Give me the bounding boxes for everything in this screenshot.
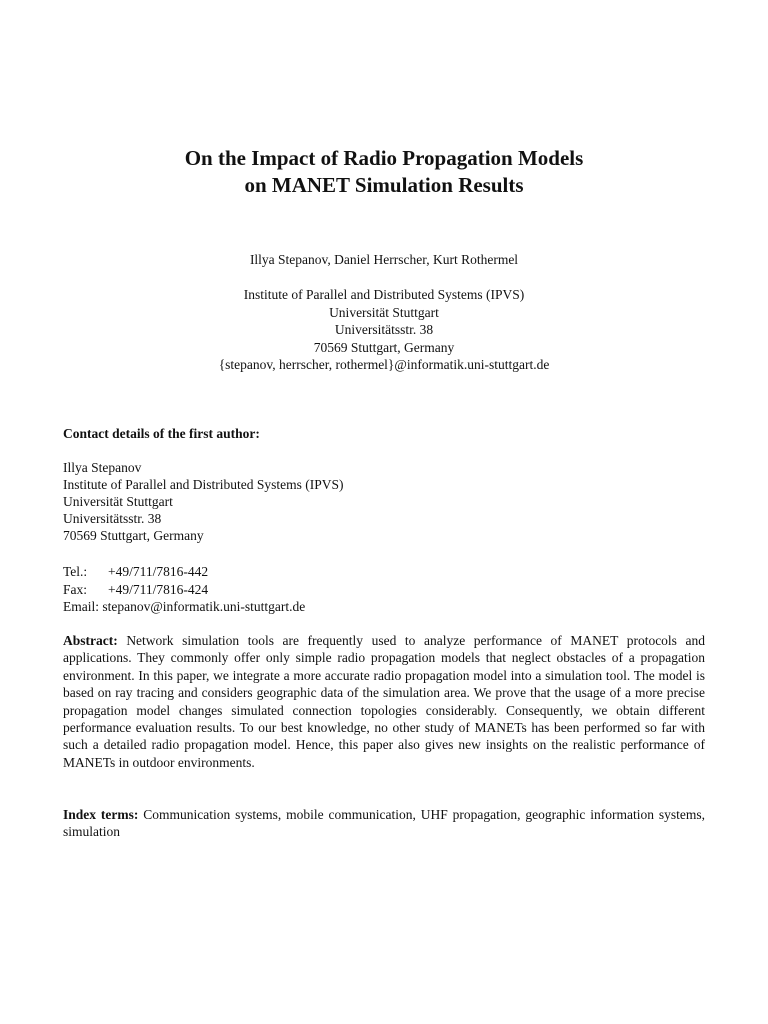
fax-row	[63, 581, 305, 599]
title-line-1: On the Impact of Radio Propagation Models	[184, 146, 584, 170]
email-label: Email:	[63, 599, 99, 614]
affiliation-university: Universität Stuttgart	[329, 304, 439, 320]
contact-institute: Institute of Parallel and Distributed Systems (IPVS)	[63, 477, 344, 492]
abstract-paragraph	[63, 632, 705, 771]
email-link[interactable]: stepanov@informatik.uni-stuttgart.de	[102, 599, 306, 614]
contact-city: 70569 Stuttgart, Germany	[63, 528, 204, 543]
index-terms-label: Index terms:	[63, 807, 139, 822]
contact-university: Universität Stuttgart	[63, 494, 173, 509]
contact-street: Universitätsstr. 38	[63, 511, 162, 526]
title-line-2: on MANET Simulation Results	[244, 173, 524, 197]
abstract-label: Abstract:	[63, 633, 118, 648]
tel-number: +49/711/7816-442	[108, 564, 209, 579]
affiliation-street: Universitätsstr. 38	[334, 322, 434, 337]
contact-address-block	[63, 459, 343, 544]
paper-title	[0, 145, 768, 199]
index-terms-paragraph	[63, 806, 705, 841]
contact-phone-block	[63, 563, 305, 616]
affiliation-city: 70569 Stuttgart, Germany	[313, 339, 455, 355]
tel-label: Tel.:	[63, 564, 88, 579]
abstract-text: Network simulation tools are frequently used to analyze performance of MANET protocols and applications. They commonly offer only simple radio propagation models that neglect obstacles of a propagation environment. In this paper, we integrate a more accurate radio propagation model into a simulation tool. The model is based on ray tracing and considers geographic data of the simulation area. We prove that the usage of a more precise propagation model changes simulated connection topologies considerably. Consequently, we obtain different performance evaluation results. To our best knowledge, no other study of MANETs has been performed so far with such a detailed radio propagation model. Hence, this paper also gives new insights on the realistic performance of MANETs in outdoor environments.	[63, 633, 705, 770]
affiliation-institute: Institute of Parallel and Distributed Systems (IPVS)	[243, 287, 525, 302]
fax-number: +49/711/7816-424	[108, 581, 209, 597]
contact-name: Illya Stepanov	[63, 460, 142, 475]
author-list: Illya Stepanov, Daniel Herrscher, Kurt Rothermel	[249, 252, 519, 267]
email-row	[63, 598, 305, 616]
tel-row	[63, 563, 305, 581]
fax-label: Fax:	[63, 581, 88, 597]
affiliation-emails: {stepanov, herrscher, rothermel}@informatik.uni-stuttgart.de	[218, 357, 550, 372]
contact-heading: Contact details of the first author:	[63, 426, 260, 441]
affiliation-block	[0, 286, 768, 374]
index-terms-text: Communication systems, mobile communication, UHF propagation, geographic information systems, simulation	[63, 807, 705, 840]
